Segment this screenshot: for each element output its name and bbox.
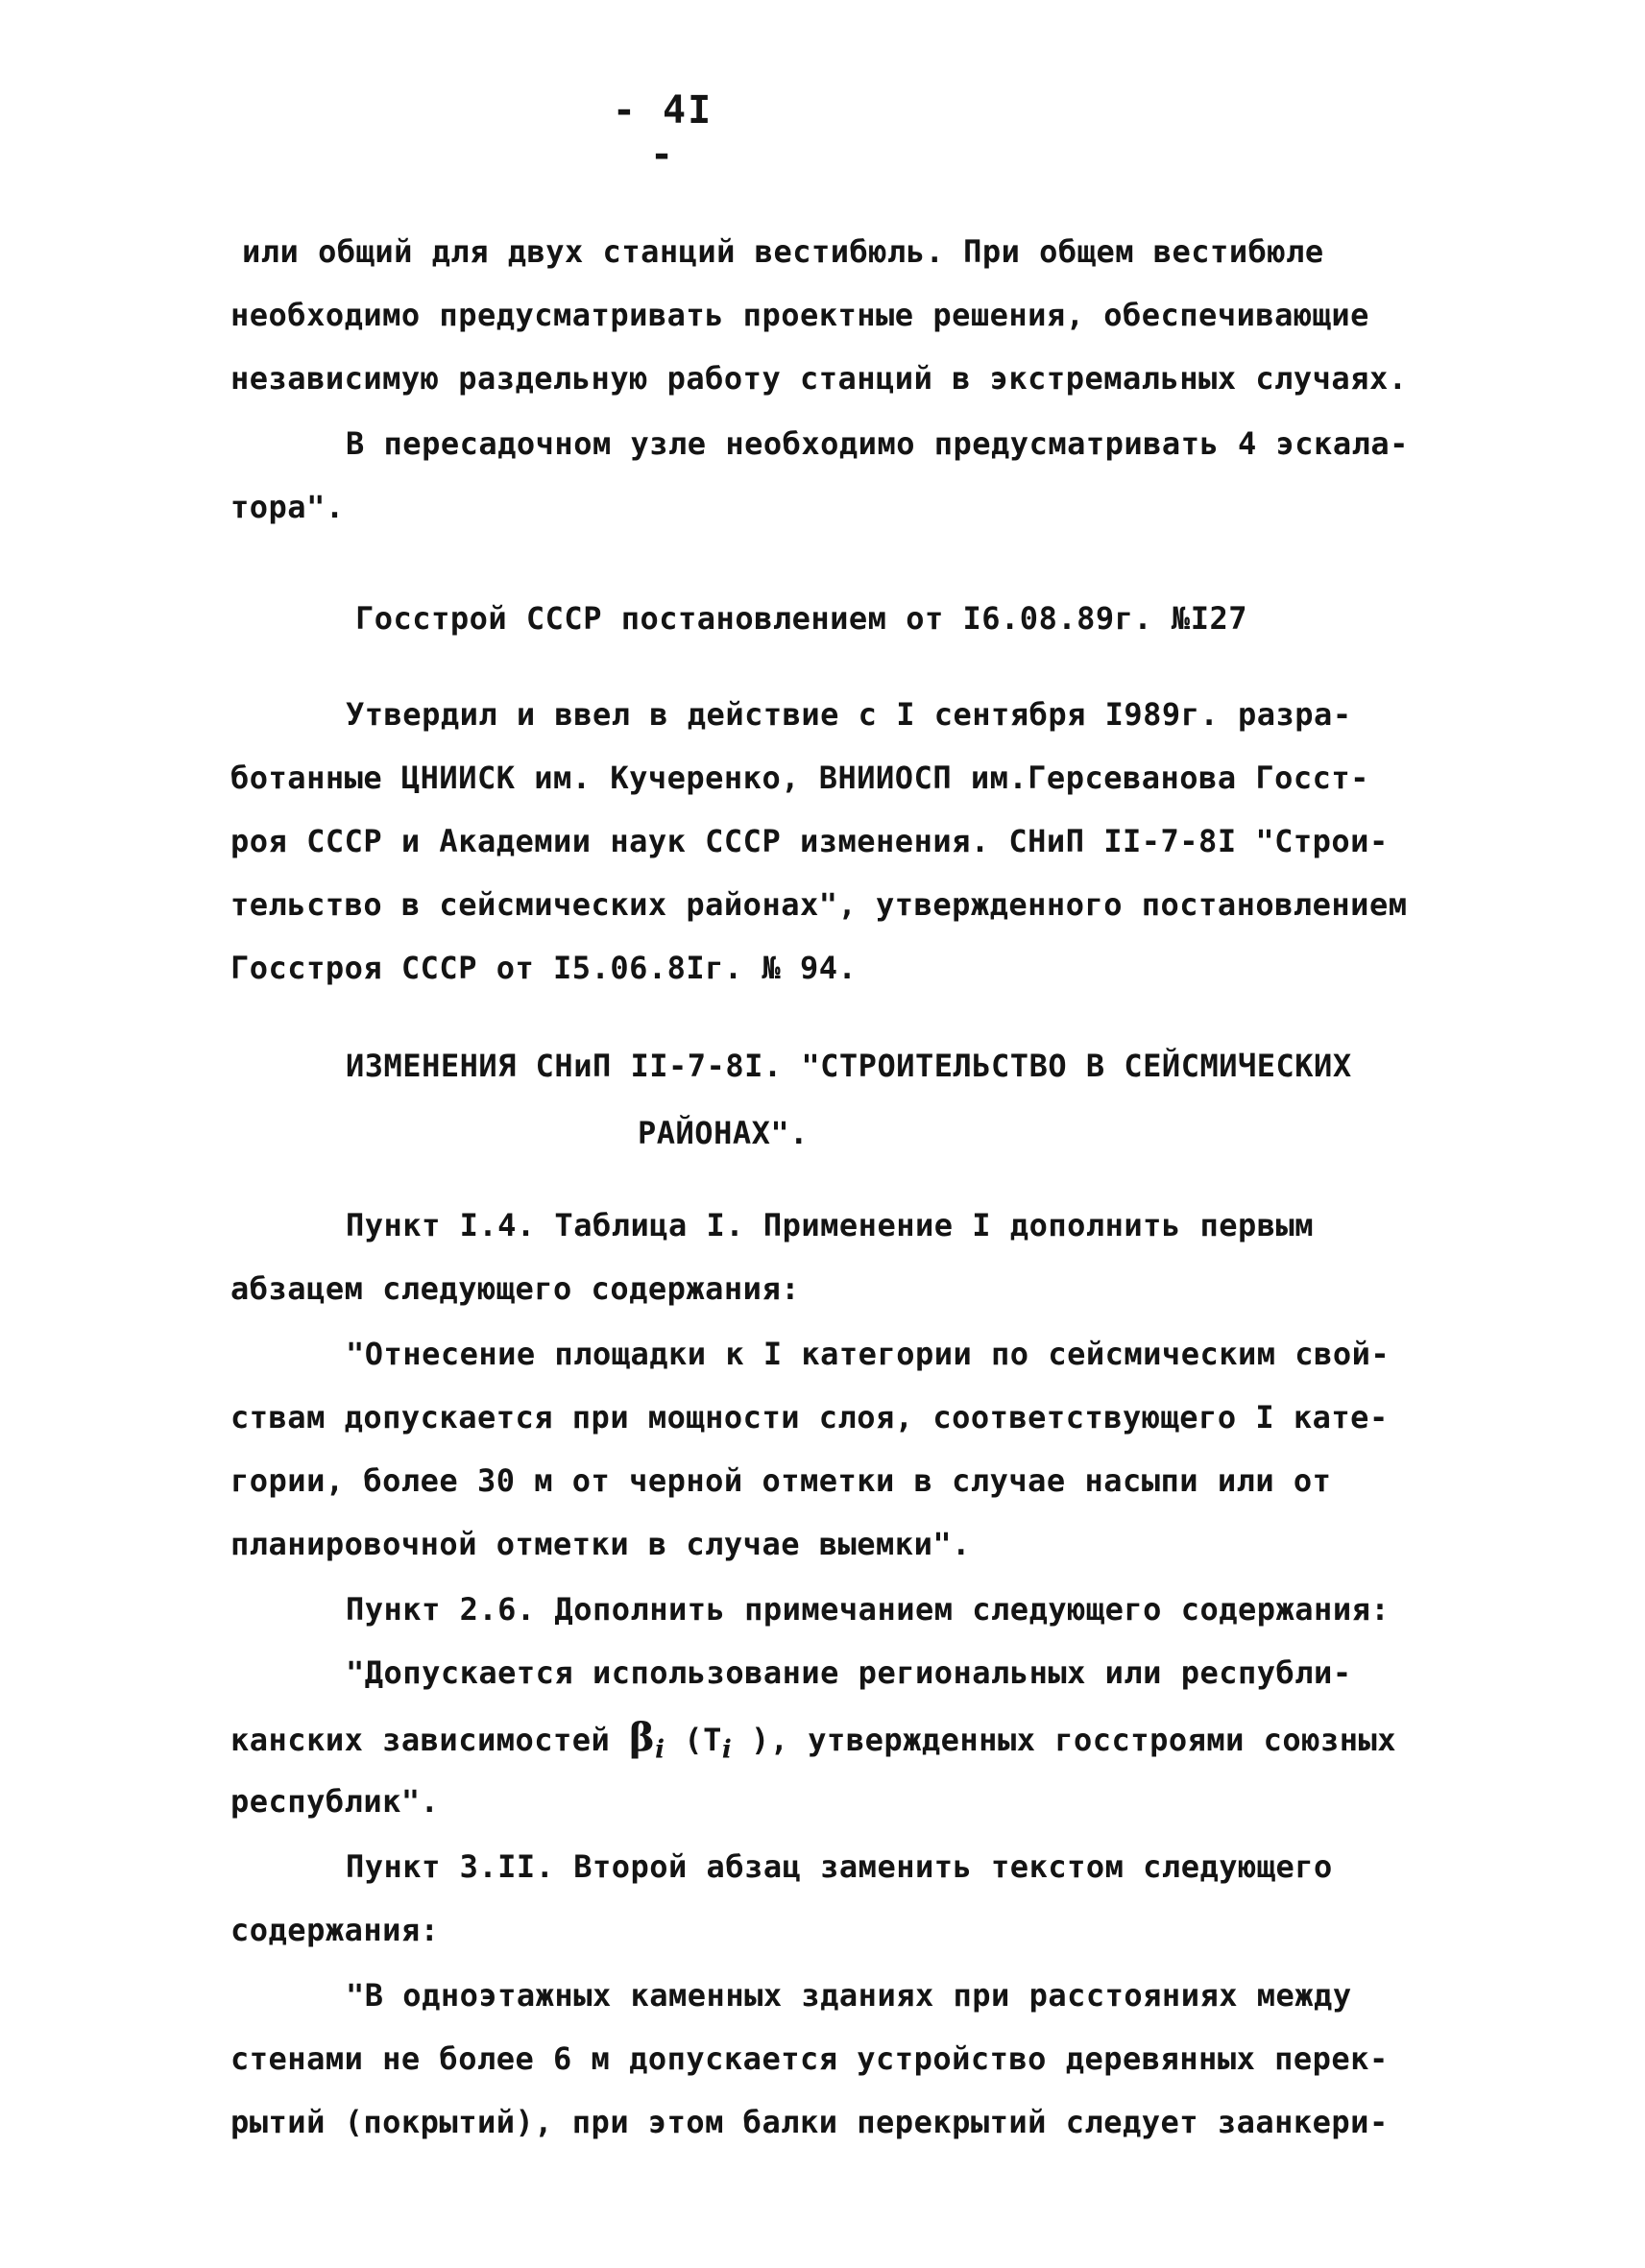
- beta-symbol: β: [629, 1715, 656, 1760]
- text-line: необходимо предусматривать проектные решения, обеспечивающие: [230, 297, 1369, 333]
- text-line: содержания:: [230, 1912, 440, 1948]
- text-line-formula: канских зависимостей $\beta_i$ ($T_i$ ), утвержденных госстроями союзных: [230, 1715, 1397, 1765]
- formula-open: (T: [684, 1722, 722, 1758]
- text-line: независимую раздельную работу станций в экстремальных случаях.: [230, 360, 1408, 397]
- text-line: "В одноэтажных каменных зданиях при расстояниях между: [346, 1977, 1352, 2014]
- text-line: В пересадочном узле необходимо предусматривать 4 эскала-: [346, 425, 1409, 462]
- text-line: гории, более 30 м от черной отметки в случае насыпи или от: [230, 1462, 1332, 1499]
- text-line: Пункт 2.6. Дополнить примечанием следующего содержания:: [346, 1591, 1391, 1628]
- page-number: - 4I -: [612, 88, 714, 177]
- subscript-i2: i: [721, 1735, 733, 1765]
- text-line: "Отнесение площадки к I категории по сейсмическим свой-: [346, 1336, 1391, 1372]
- text-line: республик".: [230, 1783, 440, 1820]
- text-line: роя СССР и Академии наук СССР изменения. СНиП II-7-8I "Строи-: [230, 823, 1389, 859]
- text-line: или общий для двух станций вестибюль. При общем вестибюле: [242, 233, 1324, 270]
- text-line: тельство в сейсмических районах", утвержденного постановлением: [230, 886, 1408, 923]
- text-line: абзацем следующего содержания:: [230, 1270, 800, 1307]
- text-line: стенами не более 6 м допускается устройство деревянных перек-: [230, 2040, 1389, 2077]
- text-line: ствам допускается при мощности слоя, соответствующего I кате-: [230, 1399, 1389, 1436]
- text-line: тора".: [230, 489, 345, 525]
- text-line: Утвердил и ввел в действие с I сентября I989г. разра-: [346, 696, 1352, 733]
- formula-close: ),: [732, 1722, 789, 1758]
- text-line: "Допускается использование региональных или республи-: [346, 1654, 1352, 1691]
- decree-header: Госстрой СССР постановлением от I6.08.89г. №I27: [355, 600, 1247, 637]
- section-title: РАЙОНАХ".: [638, 1115, 809, 1151]
- formula-rest: утвержденных госстроями союзных: [788, 1722, 1397, 1758]
- section-title: ИЗМЕНЕНИЯ СНиП II-7-8I. "СТРОИТЕЛЬСТВО В СЕЙСМИЧЕСКИХ: [346, 1048, 1352, 1084]
- text-line: Пункт I.4. Таблица I. Применение I дополнить первым: [346, 1207, 1315, 1243]
- text-line: планировочной отметки в случае выемки".: [230, 1526, 971, 1562]
- subscript-i: i: [655, 1735, 665, 1765]
- text-line: рытий (покрытий), при этом балки перекрытий следует заанкери-: [230, 2104, 1389, 2140]
- text-line: ботанные ЦНИИСК им. Кучеренко, ВНИИОСП им.Герсеванова Госст-: [230, 760, 1369, 796]
- text-line: Госстроя СССР от I5.06.8Iг. № 94.: [230, 950, 858, 986]
- text-line: Пункт 3.II. Второй абзац заменить текстом следующего: [346, 1848, 1333, 1885]
